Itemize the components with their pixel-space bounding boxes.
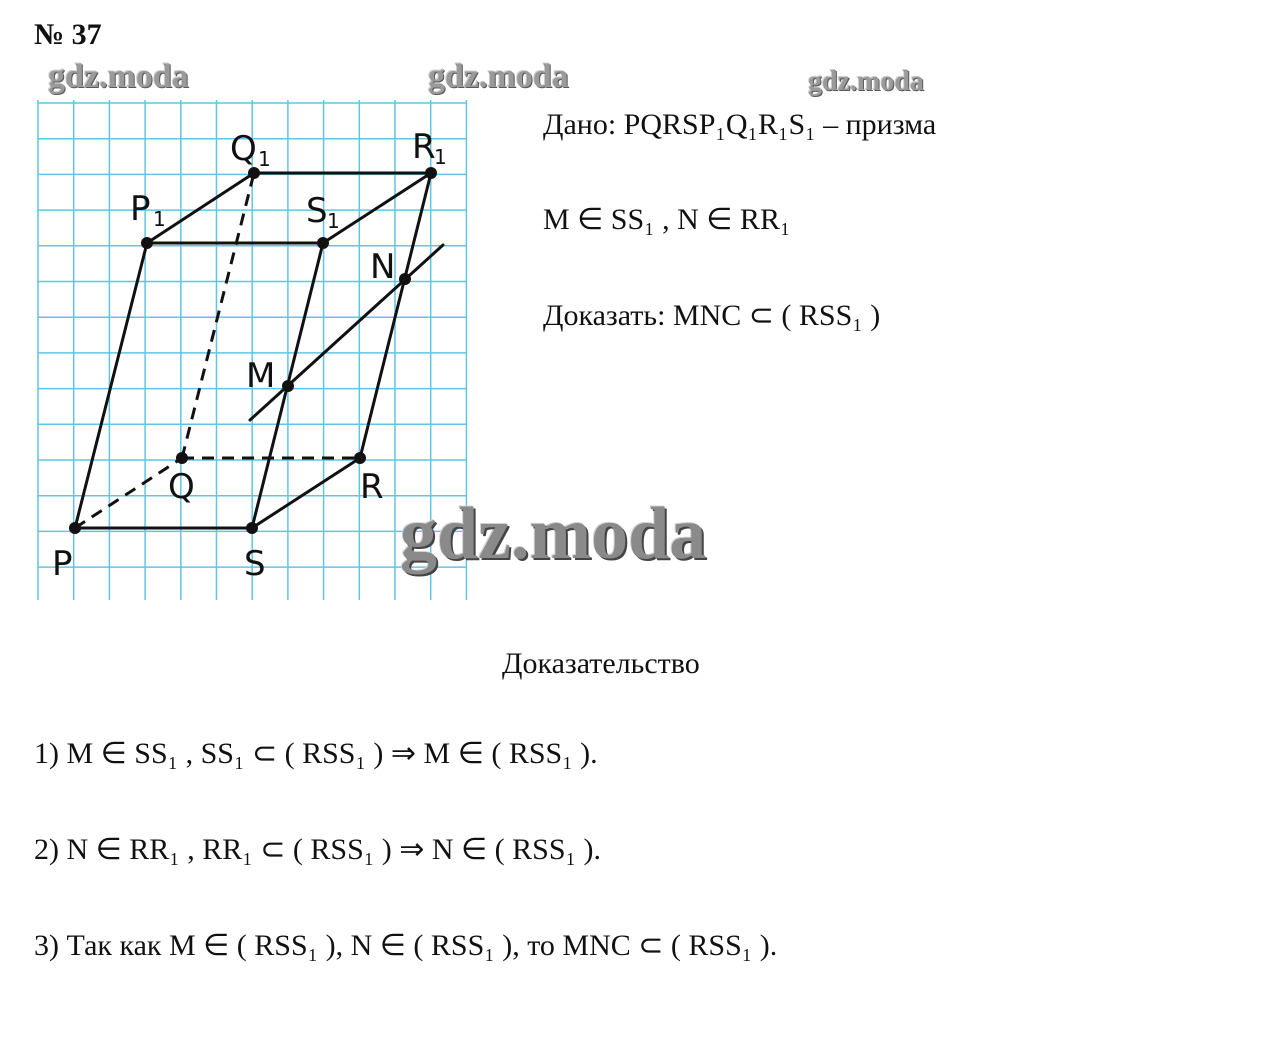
vertex-S (246, 522, 258, 534)
label-R: R (360, 467, 384, 507)
label-S1-sub: 1 (327, 209, 340, 233)
given-prism: PQRSP₁Q₁R₁S₁ (623, 108, 816, 141)
label-Q1-sub: 1 (258, 147, 271, 171)
proof-step-1: 1) M ∈ SS₁ , SS₁ ⊂ ( RSS₁ ) ⇒ M ∈ ( RSS₁ ). (34, 737, 598, 770)
watermark-logo: gdz.moda (48, 58, 189, 95)
label-N: N (370, 247, 396, 287)
label-P1: P (130, 189, 151, 229)
watermark-logo-large: gdz.moda (400, 493, 707, 575)
label-P1-sub: 1 (153, 207, 166, 231)
edge-QQ1-hidden (182, 173, 254, 458)
point-M (282, 380, 294, 392)
line-MN (250, 245, 443, 420)
problem-number: № 37 (34, 18, 102, 51)
given-rest: – призма (815, 108, 937, 141)
vertex-R (354, 452, 366, 464)
proof-heading: Доказательство (502, 647, 700, 680)
label-Q1: Q (230, 129, 257, 169)
proof-step-3: 3) Так как M ∈ ( RSS₁ ), N ∈ ( RSS₁ ), то MNC ⊂ ( RSS₁ ). (34, 929, 778, 962)
proof-step-2: 2) N ∈ RR₁ , RR₁ ⊂ ( RSS₁ ) ⇒ N ∈ ( RSS₁ ). (34, 833, 601, 866)
prove-line (543, 298, 880, 333)
label-M: M (246, 356, 276, 396)
prove-statement: MNC ⊂ ( RSS₁ ) (665, 299, 881, 332)
label-S1: S (306, 191, 328, 231)
prove-label: Доказать: (543, 299, 666, 332)
label-S: S (244, 544, 266, 584)
watermark-logo: gdz.moda (428, 58, 569, 95)
point-N (399, 273, 411, 285)
vertex-S1 (317, 237, 329, 249)
label-P: P (52, 544, 73, 584)
label-R1: R (412, 127, 436, 167)
watermark-logo: gdz.moda (808, 66, 924, 97)
label-Q: Q (168, 467, 195, 507)
given-line (543, 108, 936, 142)
edge-PP1 (75, 243, 147, 528)
condition-line: M ∈ SS₁ , N ∈ RR₁ (543, 203, 791, 236)
given-label: Дано: (543, 108, 617, 141)
vertex-P (69, 522, 81, 534)
vertex-P1 (141, 237, 153, 249)
label-R1-sub: 1 (434, 145, 447, 169)
vertex-Q (176, 452, 188, 464)
